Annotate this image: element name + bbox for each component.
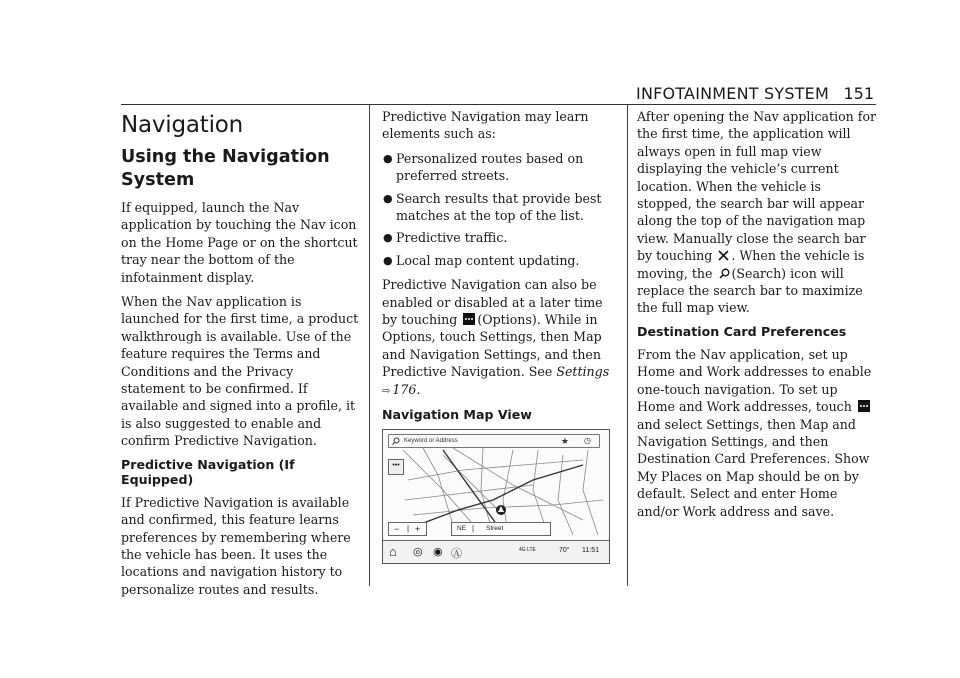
paragraph-learn-intro: Predictive Navigation may learn elements such as: [382, 109, 589, 142]
temperature: 70° [559, 547, 570, 555]
paragraph-predictive: If Predictive Navigation is available and confirmed, this feature learns preferences by remembering where the vehicle has been. It uses the locations and navigation history to personalize routes and results. [121, 494, 351, 597]
header-rule [121, 104, 876, 105]
page-number: 151 [843, 84, 874, 103]
map-options-button[interactable]: ••• [388, 459, 404, 475]
paragraph-walkthrough: When the Nav application is launched for the first time, a product walkthrough is available. Use of the feature requires the Terms and Conditions and the Privacy statement to be confirmed. If available and signed into a profile, it is also suggested to enable and confirm Predictive Navigation. [121, 294, 359, 449]
list-item: ● Local map content updating. [383, 252, 580, 268]
close-x-icon [718, 250, 729, 261]
column-divider-2 [627, 105, 628, 586]
zoom-out-icon[interactable]: − [394, 524, 400, 535]
app-icon[interactable]: Ⓐ [451, 548, 462, 561]
paragraph-full-map-view: After opening the Nav application for the first time, the application will always open in full map view displaying the vehicle’s current location. When the vehicle is stopped, the search bar will appear along the top of the navigation map view. Manually close the search bar by touching . When the vehicle is moving, the (Search) icon will replace the search bar to maximize the full map view. [637, 109, 877, 316]
navigation-map-figure [382, 429, 610, 564]
signal-indicator: 4G LTE [519, 547, 536, 554]
subheading-destination: Destination Card Preferences [637, 323, 847, 339]
section-title: Navigation [121, 112, 244, 138]
list-item: ● Search results that provide best matches at the top of the list. [383, 190, 602, 224]
search-placeholder: Keyword or Address [404, 438, 458, 445]
options-icon [858, 400, 870, 412]
reference-page-number[interactable]: 176 [392, 381, 417, 397]
paragraph-launch: If equipped, launch the Nav application by touching the Nav icon on the Home Page or on the shortcut tray near the bottom of the infotainment display. [121, 200, 358, 285]
bullet-icon: ● [383, 231, 393, 245]
figure-heading: Navigation Map View [382, 407, 532, 423]
street-info-bar: NE | Street [451, 522, 551, 536]
status-bar [383, 540, 609, 563]
clock-icon[interactable]: ◷ [584, 436, 591, 446]
learn-list [382, 150, 618, 269]
home-icon[interactable]: ⌂ [389, 544, 397, 560]
favorite-star-icon[interactable]: ★ [560, 436, 569, 447]
paragraph-destination: From the Nav application, set up Home and Work addresses to enable one-touch navigation. To set up Home and Work addresses, touch and select Settings, then Map and Navigation Settings, and then Destination Card Preferences. Show My Places on Map should be on by default. Select and enter Home and/or Work address and save. [637, 346, 872, 519]
list-item: ● Predictive traffic. [383, 230, 508, 246]
phone-icon[interactable]: ◉ [433, 546, 443, 559]
search-icon [719, 268, 730, 279]
audio-icon[interactable]: ◎ [413, 546, 423, 559]
bullet-icon: ● [383, 191, 393, 205]
subheading-predictive: Predictive Navigation (If Equipped) [121, 456, 295, 487]
column-divider-1 [369, 105, 370, 586]
column-3 [637, 108, 877, 527]
column-1 [121, 108, 361, 605]
paragraph-enable: Predictive Navigation can also be enabled or disabled at a later time by touching (Options). While in Options, touch Settings, then Map and Navigation Settings, and then Predictive Navigation. See Settings ⇨ 176. [382, 277, 610, 397]
search-bar[interactable] [388, 434, 600, 448]
clock-time: 11:51 [582, 547, 599, 555]
settings-reference[interactable]: Settings [556, 364, 610, 380]
running-header-section: INFOTAINMENT SYSTEM [636, 84, 829, 103]
options-icon [463, 313, 475, 325]
zoom-in-icon[interactable]: + [415, 524, 421, 535]
zoom-controls[interactable]: − | + [388, 522, 427, 536]
current-street: Street [486, 525, 504, 533]
bullet-icon: ● [383, 253, 393, 267]
search-icon [392, 437, 400, 445]
page-reference-icon: ⇨ [382, 385, 391, 397]
section-heading: Using the Navigation System [121, 147, 330, 190]
list-item: ● Personalized routes based on preferred streets. [383, 150, 584, 184]
compass-direction: NE [457, 525, 467, 533]
bullet-icon: ● [383, 151, 393, 165]
column-2 [382, 108, 618, 564]
